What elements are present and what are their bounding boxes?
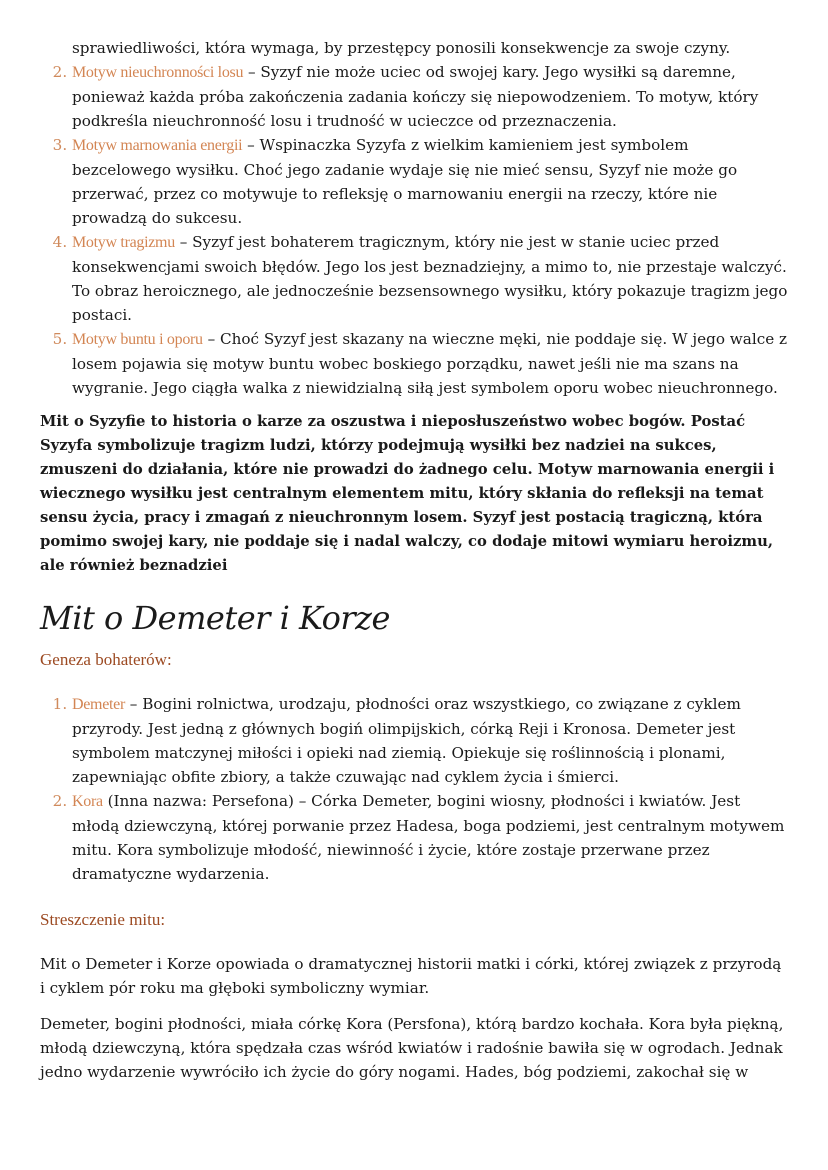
- heroes-heading: Geneza bohaterów:: [40, 650, 172, 669]
- hero-text: – Bogini rolnictwa, urodzaju, płodności oraz wszystkiego, co związane z cyklem przyrody. Jest jedną z głównych bogiń olimpijskich, córką Reji i Kronosa. Demeter jest symbolem matczynej miłości i opieki nad ziemią. Opiekuje się roślinnością i plonami, zapewniając obfite zbiory, a także czuwając nad cyklem życia i śmierci.: [72, 695, 741, 786]
- hero-text: (Inna nazwa: Persefona) – Córka Demeter, bogini wiosny, płodności i kwiatów. Jest młodą dziewczyną, której porwanie przez Hadesa, boga podziemi, jest centralnym motywem mitu. Kora symbolizuje młodość, niewinność i życie, które zostaje przerwane przez dramatyczne wydarzenia.: [72, 792, 785, 883]
- motif-term: Motyw marnowania energii: [72, 137, 243, 154]
- list-item: [72, 327, 790, 400]
- paragraph: Mit o Demeter i Korze opowiada o dramatycznej historii matki i córki, której związek z przyrodą i cyklem pór roku ma głęboki symboliczny wymiar.: [40, 955, 782, 997]
- list-item: [72, 230, 790, 327]
- hero-term: Kora: [72, 793, 103, 810]
- hero-term: Demeter: [72, 696, 125, 713]
- summary-heading: Streszczenie mitu:: [40, 910, 166, 929]
- section-title: Mit o Demeter i Korze: [40, 599, 390, 637]
- paragraph: Demeter, bogini płodności, miała córkę Kora (Persfona), którą bardzo kochała. Kora była piękną, młodą dziewczyną, która spędzała czas wśród kwiatów i radośnie bawiła się w ogrodach. Jednak jedno wydarzenie wywróciło ich życie do góry nogami. Hades, bóg podziemi, zakochał się w: [40, 1015, 784, 1081]
- motif-text: – Wspinaczka Syzyfa z wielkim kamieniem jest symbolem bezcelowego wysiłku. Choć jego zadanie wydaje się nie mieć sensu, Syzyf nie może go przerwać, przez co motywuje to refleksję o marnowaniu energii na rzeczy, które nie prowadzą do sukcesu.: [72, 136, 738, 227]
- heroes-list: [40, 692, 790, 886]
- motif-text: – Choć Syzyf jest skazany na wieczne męki, nie poddaje się. W jego walce z losem pojawia się motyw buntu wobec boskiego porządku, nawet jeśli nie ma szans na wygranie. Jego ciągła walka z niewidzialną siłą jest symbolem oporu wobec nieuchronnego.: [72, 330, 788, 397]
- list-item: [72, 789, 790, 886]
- summary-paragraph: Mit o Syzyfie to historia o karze za oszustwa i nieposłuszeństwo wobec bogów. Postać Syzyfa symbolizuje tragizm ludzi, którzy podejmują wysiłki bez nadziei na sukces, zmuszeni do działania, które nie prowadzi do żadnego celu. Motyw marnowania energii i wiecznego wysiłku jest centralnym elementem mitu, który skłania do refleksji na temat sensu życia, pracy i zmagań z nieuchronnym losem. Syzyf jest postacią tragiczną, która pomimo swojej kary, nie poddaje się i nadal walczy, co dodaje mitowi wymiaru heroizmu, ale również beznadziei: [40, 413, 775, 574]
- motif-term: Motyw tragizmu: [72, 234, 175, 251]
- list-item: [72, 692, 790, 789]
- motif-text: – Syzyf jest bohaterem tragicznym, który nie jest w stanie uciec przed konsekwencjami swoich błędów. Jego los jest beznadziejny, a mimo to, nie przestaje walczyć. To obraz heroicznego, ale jednocześnie bezsensownego wysiłku, który pokazuje tragizm jego postaci.: [72, 233, 788, 324]
- list-item: [72, 60, 790, 133]
- list-item: [72, 133, 790, 230]
- motif-text: – Syzyf nie może uciec od swojej kary. Jego wysiłki są daremne, ponieważ każda próba zakończenia zadania kończy się niepowodzeniem. To motyw, który podkreśla nieuchronność losu i trudność w ucieczce od przeznaczenia.: [72, 63, 759, 130]
- motif-term: Motyw buntu i oporu: [72, 331, 203, 348]
- motif-term: Motyw nieuchronności losu: [72, 64, 244, 81]
- intro-line: sprawiedliwości, która wymaga, by przestępcy ponosili konsekwencje za swoje czyny.: [72, 39, 731, 57]
- motif-list: [40, 60, 790, 400]
